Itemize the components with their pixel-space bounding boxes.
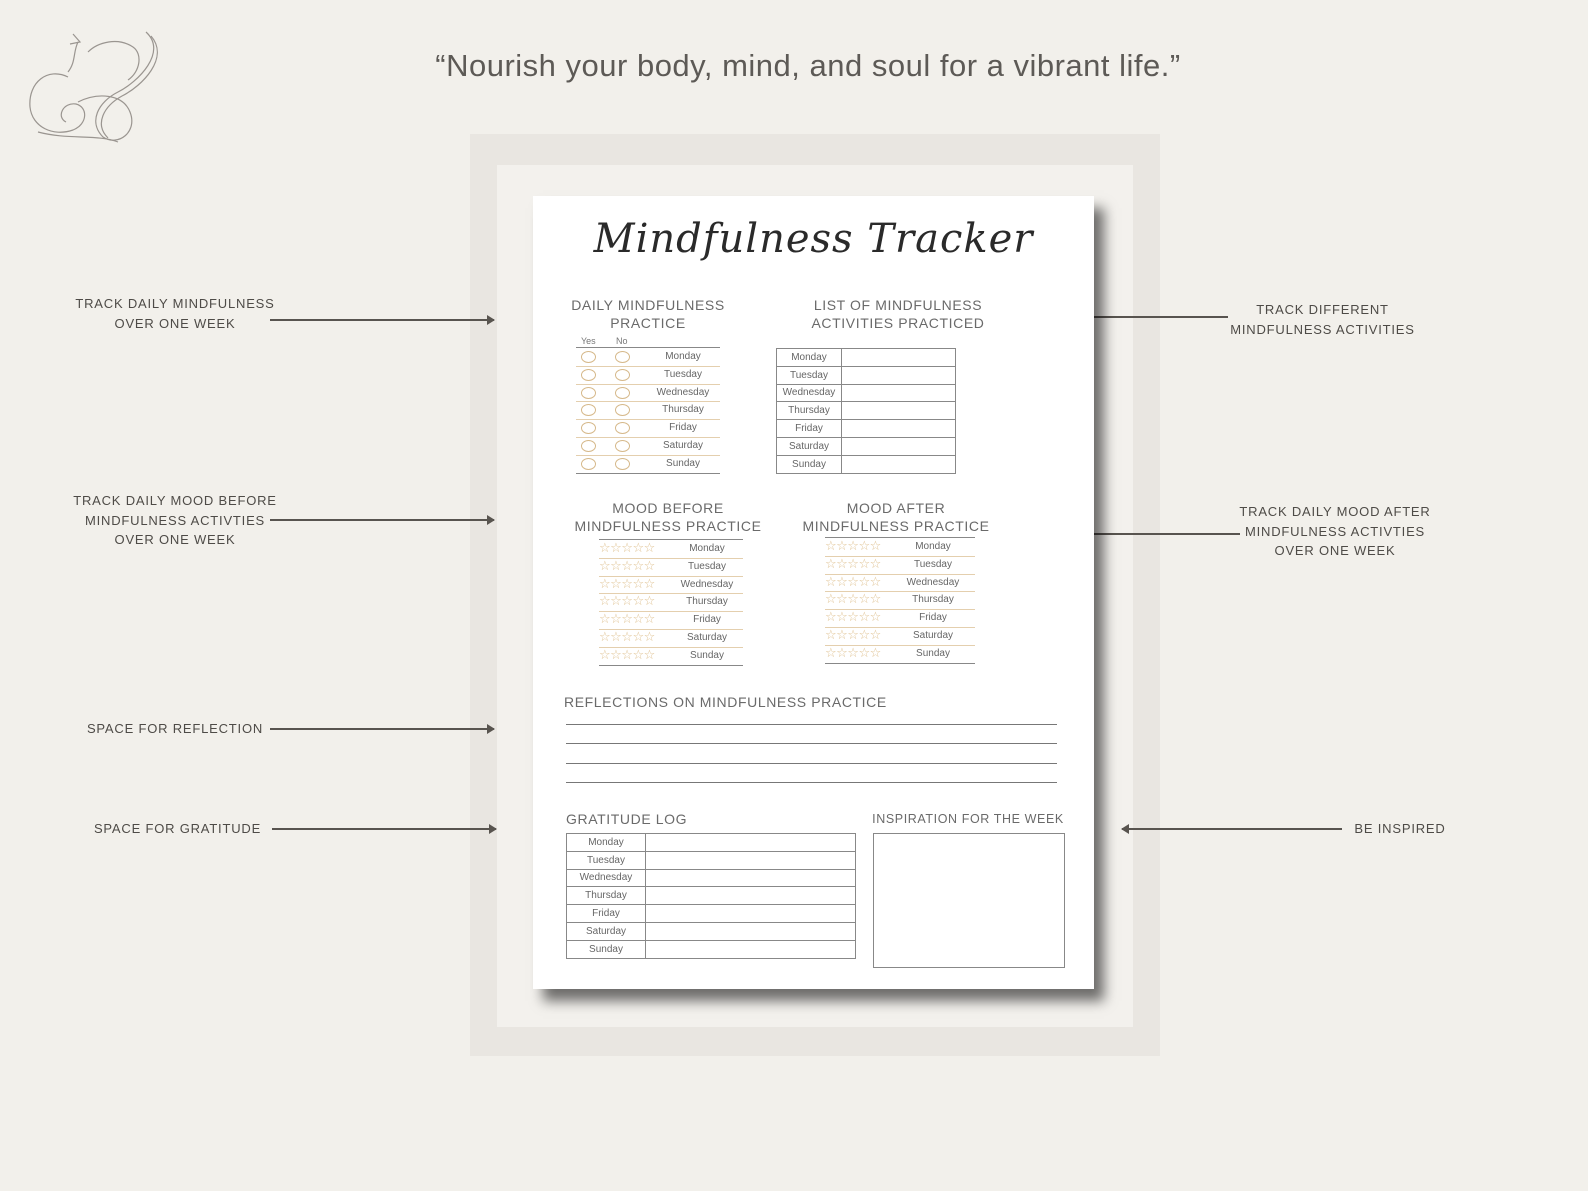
day-cell: Tuesday	[777, 366, 842, 384]
daily-yes-checkbox[interactable]	[581, 404, 596, 416]
daily-yes-checkbox[interactable]	[581, 351, 596, 363]
day-label: Friday	[919, 612, 947, 624]
annotation-line: BE INSPIRED	[1354, 821, 1446, 836]
daily-no-checkbox[interactable]	[615, 351, 630, 363]
day-label: Saturday	[686, 632, 728, 643]
table-row	[567, 905, 856, 923]
mood-before-header-line	[599, 539, 743, 540]
daily-yes-checkbox[interactable]	[581, 422, 596, 434]
snake-monogram-logo	[18, 22, 158, 147]
reflection-line	[566, 763, 1057, 764]
heading-line: MINDFULNESS PRACTICE	[574, 518, 762, 534]
daily-header-line	[576, 347, 720, 348]
heading-line: MOOD BEFORE	[612, 500, 724, 516]
heading-line: LIST OF MINDFULNESS	[813, 297, 983, 313]
yes-label: Yes	[581, 336, 596, 346]
day-label: Tuesday	[688, 560, 726, 572]
star-rating[interactable]: ☆☆☆☆☆	[599, 576, 655, 592]
quote-heading: “Nourish your body, mind, and soul for a vibrant life.”	[435, 48, 1181, 83]
arrow-left	[1122, 828, 1342, 830]
mood-after-tracker	[825, 537, 975, 669]
reflection-line	[566, 724, 1057, 725]
row-divider	[576, 455, 720, 456]
day-label: Friday	[693, 614, 721, 626]
star-rating[interactable]: ☆☆☆☆☆	[825, 592, 881, 608]
day-label: Friday	[669, 422, 697, 434]
day-cell: Friday	[567, 905, 646, 923]
arrow-right	[270, 728, 494, 730]
star-rating[interactable]: ☆☆☆☆☆	[599, 612, 655, 628]
heading-line: MOOD AFTER	[846, 500, 946, 516]
arrow-right	[270, 319, 494, 321]
day-label: Thursday	[662, 404, 704, 416]
star-rating[interactable]: ☆☆☆☆☆	[599, 630, 655, 645]
daily-yes-checkbox[interactable]	[581, 440, 596, 452]
day-cell: Thursday	[777, 402, 842, 420]
annotation-line: OVER ONE WEEK	[1274, 543, 1396, 558]
star-rating[interactable]: ☆☆☆☆☆	[599, 558, 655, 574]
tracker-page	[533, 196, 1094, 989]
annotation-daily-mindfulness	[70, 294, 280, 333]
mood-before-tracker	[599, 539, 743, 669]
annotation-line: OVER ONE WEEK	[114, 315, 236, 331]
day-cell: Monday	[567, 834, 646, 852]
day-label: Thursday	[912, 594, 954, 606]
daily-yes-checkbox[interactable]	[581, 387, 596, 399]
table-row	[777, 420, 956, 438]
star-rating[interactable]: ☆☆☆☆☆	[825, 628, 881, 643]
entry-cell[interactable]	[646, 905, 856, 923]
day-label: Wednesday	[906, 576, 960, 588]
day-cell: Thursday	[567, 887, 646, 905]
day-cell: Saturday	[777, 437, 842, 455]
annotation-reflection	[70, 719, 280, 739]
day-cell: Sunday	[777, 455, 842, 473]
day-label: Saturday	[912, 630, 954, 641]
star-rating[interactable]: ☆☆☆☆☆	[599, 541, 655, 556]
arrow-right	[272, 828, 496, 830]
row-divider	[576, 384, 720, 385]
table-row	[777, 349, 956, 367]
annotation-line: OVER ONE WEEK	[114, 532, 236, 547]
day-label: Monday	[915, 541, 951, 552]
day-label: Tuesday	[664, 368, 702, 380]
row-divider	[576, 473, 720, 474]
entry-cell[interactable]	[646, 940, 856, 958]
daily-practice-heading	[553, 296, 743, 332]
entry-cell[interactable]	[842, 384, 956, 402]
heading-line: MINDFULNESS PRACTICE	[802, 518, 990, 534]
entry-cell[interactable]	[646, 922, 856, 940]
entry-cell[interactable]	[646, 851, 856, 869]
activities-heading	[783, 296, 1013, 332]
entry-cell[interactable]	[842, 455, 956, 473]
annotation-different-activities	[1215, 300, 1430, 339]
entry-cell[interactable]	[646, 887, 856, 905]
reflection-line	[566, 743, 1057, 744]
daily-no-checkbox[interactable]	[615, 369, 630, 381]
table-row	[777, 402, 956, 420]
gratitude-table	[566, 833, 856, 959]
daily-no-checkbox[interactable]	[615, 440, 630, 452]
day-cell: Wednesday	[567, 869, 646, 887]
entry-cell[interactable]	[842, 437, 956, 455]
row-divider	[576, 437, 720, 438]
day-label: Monday	[689, 543, 725, 554]
heading-line: PRACTICE	[610, 315, 686, 331]
day-cell: Saturday	[567, 922, 646, 940]
star-rating[interactable]: ☆☆☆☆☆	[825, 645, 881, 661]
entry-cell[interactable]	[842, 420, 956, 438]
row-divider	[576, 419, 720, 420]
inspiration-box	[873, 833, 1065, 968]
day-cell: Friday	[777, 420, 842, 438]
mood-before-heading	[573, 499, 763, 535]
reflections-heading: REFLECTIONS ON MINDFULNESS PRACTICE	[564, 694, 887, 710]
table-row	[567, 887, 856, 905]
daily-no-checkbox[interactable]	[615, 458, 630, 470]
day-label: Wednesday	[680, 578, 734, 590]
table-row	[777, 455, 956, 473]
heading-line: DAILY MINDFULNESS	[571, 297, 725, 313]
table-row	[777, 437, 956, 455]
annotation-line: SPACE FOR REFLECTION	[86, 721, 264, 736]
annotation-line: TRACK DAILY MOOD AFTER	[1239, 504, 1431, 519]
annotation-line: MINDFULNESS ACTIVTIES	[1244, 523, 1426, 539]
day-label: Sunday	[666, 457, 700, 469]
daily-no-checkbox[interactable]	[615, 404, 630, 416]
row-divider	[825, 663, 975, 664]
table-row	[777, 384, 956, 402]
entry-cell[interactable]	[842, 402, 956, 420]
mood-after-heading	[801, 499, 991, 535]
day-label: Thursday	[686, 596, 728, 608]
annotation-gratitude	[70, 819, 285, 839]
day-label: Monday	[665, 351, 701, 362]
inspiration-heading: INSPIRATION FOR THE WEEK	[872, 812, 1064, 826]
daily-practice-tracker	[576, 336, 720, 476]
table-row	[567, 851, 856, 869]
day-label: Wednesday	[656, 386, 710, 398]
table-row	[567, 922, 856, 940]
entry-cell[interactable]	[842, 349, 956, 367]
row-divider	[599, 665, 743, 666]
row-divider	[576, 401, 720, 402]
gratitude-heading: GRATITUDE LOG	[566, 811, 688, 827]
star-rating[interactable]: ☆☆☆☆☆	[825, 556, 881, 572]
day-label: Sunday	[916, 647, 950, 659]
annotation-line: SPACE FOR GRATITUDE	[93, 821, 262, 836]
star-rating[interactable]: ☆☆☆☆☆	[599, 647, 655, 663]
day-cell: Tuesday	[567, 851, 646, 869]
annotation-line: TRACK DIFFERENT	[1256, 302, 1389, 317]
day-cell: Sunday	[567, 940, 646, 958]
star-rating[interactable]: ☆☆☆☆☆	[825, 610, 881, 626]
table-row	[777, 366, 956, 384]
annotation-line: MINDFULNESS ACTIVITIES	[1230, 321, 1415, 337]
daily-yes-checkbox[interactable]	[581, 458, 596, 470]
table-row	[567, 869, 856, 887]
table-row	[567, 834, 856, 852]
annotation-line: MINDFULNESS ACTIVTIES	[84, 512, 266, 528]
daily-yes-checkbox[interactable]	[581, 369, 596, 381]
star-rating[interactable]: ☆☆☆☆☆	[825, 539, 881, 554]
entry-cell[interactable]	[646, 834, 856, 852]
annotation-mood-after	[1225, 502, 1445, 561]
mood-after-header-line	[825, 537, 975, 538]
day-cell: Monday	[777, 349, 842, 367]
row-divider	[576, 366, 720, 367]
day-label: Sunday	[690, 649, 724, 661]
table-row	[567, 940, 856, 958]
annotation-line: TRACK DAILY MOOD BEFORE	[73, 493, 277, 508]
day-label: Tuesday	[914, 558, 952, 570]
entry-cell[interactable]	[842, 366, 956, 384]
annotation-line: TRACK DAILY MINDFULNESS	[75, 296, 275, 311]
annotation-be-inspired	[1340, 819, 1460, 839]
day-label: Saturday	[662, 440, 704, 451]
arrow-right	[270, 519, 494, 521]
page-title: Mindfulness Tracker	[593, 216, 1034, 262]
daily-no-checkbox[interactable]	[615, 422, 630, 434]
star-rating[interactable]: ☆☆☆☆☆	[825, 574, 881, 590]
entry-cell[interactable]	[646, 869, 856, 887]
annotation-mood-before	[70, 491, 280, 550]
daily-no-checkbox[interactable]	[615, 387, 630, 399]
activities-table	[776, 348, 956, 474]
reflection-line	[566, 782, 1057, 783]
star-rating[interactable]: ☆☆☆☆☆	[599, 594, 655, 610]
heading-line: ACTIVITIES PRACTICED	[811, 315, 985, 331]
day-cell: Wednesday	[777, 384, 842, 402]
no-label: No	[616, 336, 628, 346]
